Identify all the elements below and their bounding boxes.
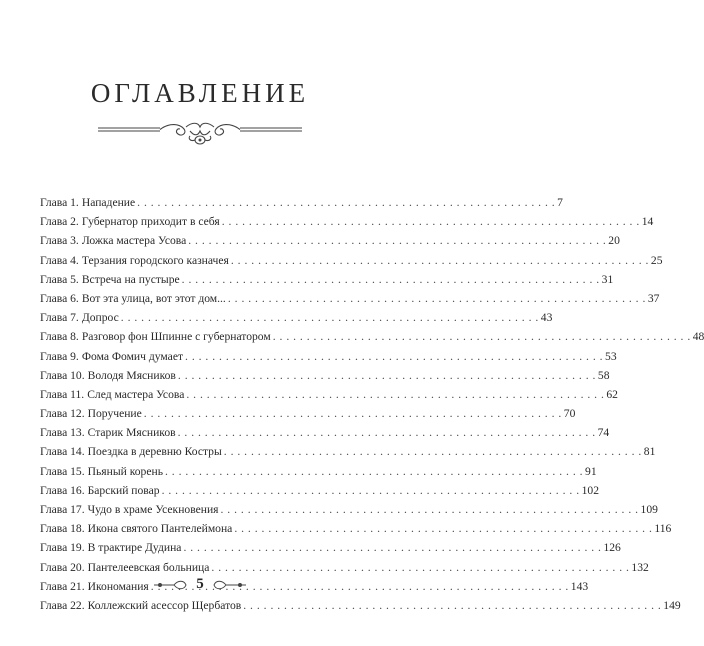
toc-entry [40, 462, 597, 481]
chapter-number: Глава 1. [40, 196, 79, 209]
dot-leader [221, 500, 639, 519]
chapter-title: Нападение [81, 196, 136, 209]
chapter-title: Володя Мясников [87, 368, 176, 382]
page-title: ОГЛАВЛЕНИЕ [90, 78, 310, 108]
chapter-title: Разговор фон Шпинне с губернатором [81, 330, 271, 344]
toc-entry [40, 251, 663, 270]
toc-entry [40, 442, 656, 461]
dot-leader [183, 538, 601, 557]
chapter-title: Пантелеевская больница [87, 560, 210, 574]
toc-entry [40, 423, 610, 442]
chapter-title: Вот эта улица, вот этот дом... [81, 291, 226, 305]
dot-leader [228, 289, 646, 308]
left-flourish-icon [154, 579, 188, 591]
toc-entry [40, 519, 672, 538]
chapter-title: Чудо в храме Усекновения [87, 503, 219, 516]
dot-leader [243, 596, 661, 615]
chapter-number: Глава 10. [40, 368, 85, 382]
right-flourish-icon [212, 579, 246, 591]
chapter-title: Барский повар [87, 483, 160, 497]
dot-leader [165, 462, 583, 481]
flourish-divider-icon [98, 118, 302, 148]
toc-entry [40, 500, 658, 519]
dot-leader [188, 231, 606, 250]
toc-entry [40, 596, 681, 615]
chapter-title: Встреча на пустыре [81, 272, 180, 286]
chapter-title: Поручение [87, 407, 142, 421]
chapter-number: Глава 16. [40, 483, 85, 497]
chapter-number: Глава 21. [40, 579, 85, 593]
chapter-number: Глава 3. [40, 234, 79, 248]
dot-leader [178, 423, 596, 442]
chapter-number: Глава 12. [40, 407, 85, 421]
chapter-title: Допрос [81, 311, 119, 325]
chapter-number: Глава 20. [40, 560, 85, 574]
chapter-page: 25 [650, 253, 663, 267]
page-number: 5 [196, 576, 204, 592]
toc-entry [40, 212, 654, 231]
chapter-number: Глава 17. [40, 503, 85, 516]
chapter-title: Икона святого Пантелеймона [87, 522, 233, 536]
toc-entry [40, 231, 620, 250]
dot-leader [178, 366, 596, 385]
toc-entry [40, 366, 610, 385]
dot-leader [182, 270, 600, 289]
chapter-page: 20 [608, 234, 620, 248]
chapter-page: 58 [597, 368, 610, 382]
chapter-page: 149 [663, 598, 681, 612]
dot-leader [273, 327, 691, 346]
chapter-page: 91 [585, 464, 597, 478]
chapter-number: Глава 14. [40, 445, 85, 459]
chapter-number: Глава 19. [40, 541, 85, 555]
chapter-page: 109 [640, 503, 658, 516]
chapter-page: 14 [641, 215, 654, 229]
chapter-page: 143 [570, 579, 589, 593]
dot-leader [185, 347, 603, 366]
table-of-contents [40, 193, 704, 615]
dot-leader [186, 385, 604, 404]
toc-entry [40, 270, 614, 289]
chapter-page: 102 [581, 483, 599, 497]
chapter-page: 126 [603, 541, 621, 555]
page-footer [0, 576, 400, 593]
chapter-title: В трактире Дудина [87, 541, 182, 555]
chapter-title: Терзания городского казначея [81, 253, 229, 267]
chapter-page: 62 [606, 387, 618, 401]
dot-leader [137, 193, 555, 212]
chapter-number: Глава 6. [40, 291, 79, 305]
chapter-page: 43 [540, 311, 553, 325]
chapter-page: 7 [557, 196, 563, 209]
chapter-number: Глава 18. [40, 522, 85, 536]
toc-entry [40, 558, 649, 577]
toc-entry [40, 538, 621, 557]
chapter-page: 37 [647, 291, 660, 305]
chapter-page: 132 [631, 560, 649, 574]
dot-leader [222, 212, 640, 231]
dot-leader [234, 519, 652, 538]
chapter-number: Глава 15. [40, 464, 85, 478]
dot-leader [144, 404, 562, 423]
toc-entry [40, 327, 704, 346]
chapter-number: Глава 22. [40, 598, 85, 612]
chapter-title: Губернатор приходит в себя [81, 215, 220, 229]
chapter-number: Глава 5. [40, 272, 79, 286]
chapter-number: Глава 11. [40, 387, 85, 401]
chapter-title: Старик Мясников [87, 426, 176, 440]
chapter-title: Фома Фомич думает [81, 349, 184, 363]
toc-entry [40, 289, 660, 308]
dot-leader [231, 251, 649, 270]
toc-entry [40, 193, 563, 212]
toc-entry [40, 481, 599, 500]
chapter-number: Глава 13. [40, 426, 85, 440]
chapter-title: Пьяный корень [87, 464, 163, 478]
chapter-page: 31 [601, 272, 614, 286]
chapter-page: 70 [563, 407, 576, 421]
chapter-page: 48 [692, 330, 704, 344]
chapter-number: Глава 7. [40, 311, 79, 325]
chapter-page: 116 [654, 522, 672, 536]
toc-entry [40, 404, 576, 423]
toc-entry [40, 385, 618, 404]
dot-leader [121, 308, 539, 327]
chapter-number: Глава 4. [40, 253, 79, 267]
toc-entry [40, 308, 553, 327]
chapter-number: Глава 9. [40, 349, 79, 363]
chapter-title: Поездка в деревню Костры [87, 445, 222, 459]
dot-leader [211, 558, 629, 577]
chapter-title: След мастера Усова [87, 387, 185, 401]
chapter-page: 81 [643, 445, 656, 459]
chapter-number: Глава 8. [40, 330, 79, 344]
chapter-page: 74 [597, 426, 610, 440]
chapter-title: Коллежский асессор Щербатов [87, 598, 242, 612]
dot-leader [162, 481, 580, 500]
chapter-page: 53 [605, 349, 617, 363]
toc-entry [40, 347, 617, 366]
chapter-number: Глава 2. [40, 215, 79, 229]
dot-leader [224, 442, 642, 461]
chapter-title: Икономания [87, 579, 149, 593]
chapter-title: Ложка мастера Усова [81, 234, 187, 248]
